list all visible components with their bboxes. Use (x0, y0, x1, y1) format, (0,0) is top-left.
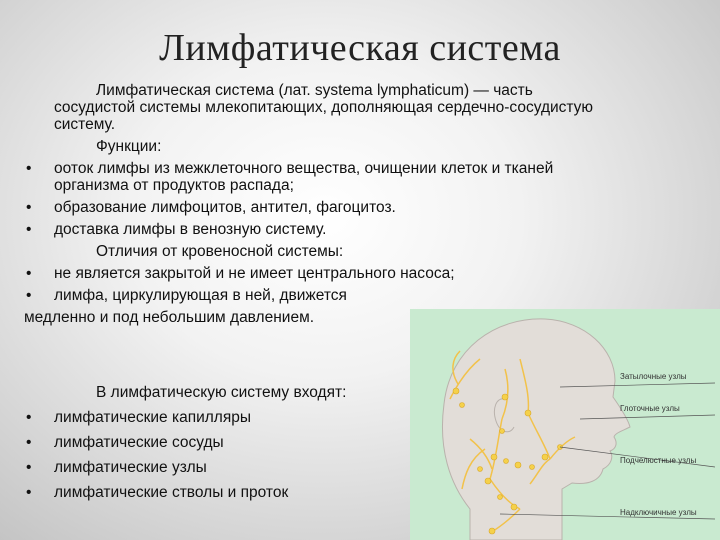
difference-item-2-line1: лимфа, циркулирующая в ней, движется (54, 287, 347, 304)
head-lymph-figure (410, 309, 720, 540)
head-lymph-illustration (410, 309, 720, 540)
function-item-3-line1: доставка лимфы в венозную систему. (54, 221, 327, 238)
label-pharyngeal-nodes: Глоточные узлы (620, 404, 680, 413)
composition-block (24, 384, 346, 502)
function-item-1-line1: ооток лимфы из межклеточного вещества, очищении клеток и тканей (54, 160, 554, 177)
bullet-icon: • (26, 160, 32, 177)
slide-title: Лимфатическая система (159, 27, 561, 69)
composition-item-4 (24, 484, 346, 502)
label-supraclavicular-nodes: Надключичные узлы (620, 508, 697, 517)
difference-item-2 (24, 287, 696, 304)
difference-item-1-line1: не является закрытой и не имеет центрального насоса; (54, 265, 455, 282)
intro-line-1: Лимфатическая система (лат. systema lymphaticum) — часть (96, 82, 533, 99)
bullet-icon: • (26, 409, 32, 426)
label-occipital-nodes: Затылочные узлы (620, 372, 687, 381)
intro-line-2: сосудистой системы млекопитающих, дополняющая сердечно-сосудистую (54, 99, 594, 116)
composition-item-1 (24, 409, 346, 427)
composition-heading: В лимфатическую систему входят: (96, 384, 347, 401)
bullet-icon: • (26, 199, 32, 216)
bullet-icon: • (26, 287, 32, 304)
differences-heading: Отличия от кровеносной системы: (96, 243, 344, 260)
composition-item-1-text: лимфатические капилляры (54, 409, 251, 426)
function-item-1-line2: организма от продуктов распада; (54, 177, 294, 194)
function-item-3 (24, 221, 696, 238)
bullet-icon: • (26, 434, 32, 451)
function-item-2 (24, 199, 696, 216)
label-submandibular-nodes: Подчелюстные узлы (620, 456, 697, 465)
function-item-2-line1: образование лимфоцитов, антител, фагоцитоз. (54, 199, 396, 216)
bullet-icon: • (26, 459, 32, 476)
composition-item-4-text: лимфатические стволы и проток (54, 484, 289, 501)
composition-item-2 (24, 434, 346, 452)
bullet-icon: • (26, 484, 32, 501)
slide-body (24, 82, 696, 326)
function-item-1 (24, 160, 696, 194)
composition-item-3-text: лимфатические узлы (54, 459, 207, 476)
bullet-icon: • (26, 221, 32, 238)
composition-item-3 (24, 459, 346, 477)
functions-heading: Функции: (96, 138, 162, 155)
intro-line-3: систему. (54, 116, 116, 133)
composition-item-2-text: лимфатические сосуды (54, 434, 224, 451)
difference-item-2-line2: медленно и под небольшим давлением. (24, 309, 315, 326)
bullet-icon: • (26, 265, 32, 282)
difference-item-1 (24, 265, 696, 282)
